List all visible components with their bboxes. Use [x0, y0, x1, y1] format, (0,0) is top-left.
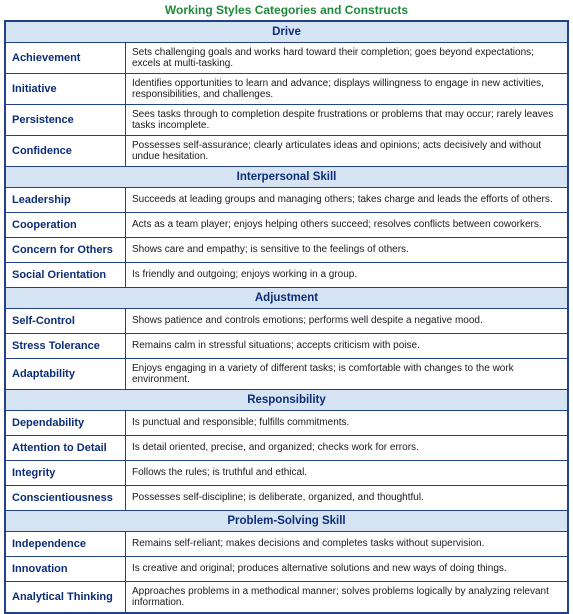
construct-name: Persistence — [6, 105, 126, 136]
construct-name: Social Orientation — [6, 263, 126, 288]
construct-description: Follows the rules; is truthful and ethical. — [126, 461, 568, 486]
table-row — [6, 411, 568, 436]
construct-description: Is friendly and outgoing; enjoys working in a group. — [126, 263, 568, 288]
construct-name: Integrity — [6, 461, 126, 486]
construct-name: Confidence — [6, 136, 126, 167]
construct-name: Stress Tolerance — [6, 334, 126, 359]
construct-name: Leadership — [6, 188, 126, 213]
construct-description: Possesses self-discipline; is deliberate, organized, and thoughtful. — [126, 486, 568, 511]
construct-name: Initiative — [6, 74, 126, 105]
construct-name: Cooperation — [6, 213, 126, 238]
construct-name: Innovation — [6, 557, 126, 582]
construct-name: Independence — [6, 532, 126, 557]
construct-description: Possesses self-assurance; clearly articulates ideas and opinions; acts decisively and without undue hesitation. — [126, 136, 568, 167]
construct-description: Is punctual and responsible; fulfills commitments. — [126, 411, 568, 436]
table-row — [6, 105, 568, 136]
table-row — [6, 532, 568, 557]
category-header: Responsibility — [6, 390, 568, 411]
construct-description: Remains self-reliant; makes decisions and completes tasks without supervision. — [126, 532, 568, 557]
table-row — [6, 309, 568, 334]
category-header: Adjustment — [6, 288, 568, 309]
category-row-interpersonal-skill — [6, 167, 568, 188]
construct-description: Sets challenging goals and works hard toward their completion; goes beyond expectations; excels at multi-tasking. — [126, 43, 568, 74]
construct-description: Enjoys engaging in a variety of different tasks; is comfortable with changes to the work environment. — [126, 359, 568, 390]
table-row — [6, 74, 568, 105]
table-row — [6, 359, 568, 390]
category-row-problem-solving-skill — [6, 511, 568, 532]
table-row — [6, 334, 568, 359]
category-row-responsibility — [6, 390, 568, 411]
construct-name: Attention to Detail — [6, 436, 126, 461]
construct-name: Self-Control — [6, 309, 126, 334]
table-row — [6, 136, 568, 167]
construct-description: Approaches problems in a methodical manner; solves problems logically by analyzing relevant information. — [126, 582, 568, 613]
table-row — [6, 263, 568, 288]
category-header: Problem-Solving Skill — [6, 511, 568, 532]
construct-description: Shows patience and controls emotions; performs well despite a negative mood. — [126, 309, 568, 334]
table-row — [6, 188, 568, 213]
construct-name: Adaptability — [6, 359, 126, 390]
construct-description: Succeeds at leading groups and managing others; takes charge and leads the efforts of others. — [126, 188, 568, 213]
table-row — [6, 213, 568, 238]
category-header: Drive — [6, 22, 568, 43]
construct-name: Concern for Others — [6, 238, 126, 263]
category-row-adjustment — [6, 288, 568, 309]
table-row — [6, 582, 568, 613]
construct-name: Achievement — [6, 43, 126, 74]
constructs-table-container — [4, 20, 569, 614]
construct-description: Shows care and empathy; is sensitive to the feelings of others. — [126, 238, 568, 263]
category-row-drive — [6, 22, 568, 43]
construct-description: Is creative and original; produces alternative solutions and new ways of doing things. — [126, 557, 568, 582]
table-row — [6, 436, 568, 461]
table-row — [6, 461, 568, 486]
construct-description: Identifies opportunities to learn and advance; displays willingness to engage in new activities, responsibilities, and challenges. — [126, 74, 568, 105]
construct-description: Sees tasks through to completion despite frustrations or problems that may occur; rarely leaves tasks incomplete. — [126, 105, 568, 136]
construct-description: Is detail oriented, precise, and organized; checks work for errors. — [126, 436, 568, 461]
table-row — [6, 238, 568, 263]
table-row — [6, 43, 568, 74]
table-row — [6, 557, 568, 582]
page-title: Working Styles Categories and Constructs — [164, 3, 409, 17]
category-header: Interpersonal Skill — [6, 167, 568, 188]
construct-name: Analytical Thinking — [6, 582, 126, 613]
construct-description: Remains calm in stressful situations; accepts criticism with poise. — [126, 334, 568, 359]
constructs-table — [5, 21, 568, 613]
construct-name: Dependability — [6, 411, 126, 436]
table-row — [6, 486, 568, 511]
construct-description: Acts as a team player; enjoys helping others succeed; resolves conflicts between coworkers. — [126, 213, 568, 238]
construct-name: Conscientiousness — [6, 486, 126, 511]
